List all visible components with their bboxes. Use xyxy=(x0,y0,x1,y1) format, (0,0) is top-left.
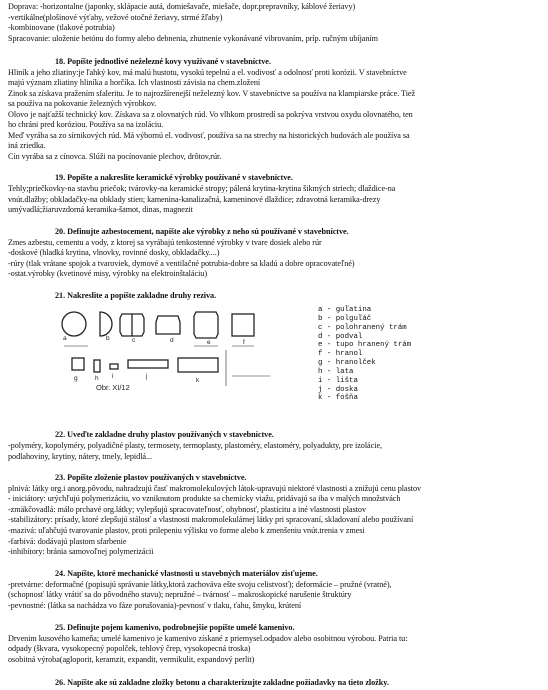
text-line: osobitná výroba(agloporit, keramzit, expandit, vermikulit, expandový perlit) xyxy=(8,655,255,664)
text-line: -pretvárne: deformačné (popisujú správanie látky,ktorá zachováva ešte svoju celistvosť); deformácie – pružné (vratné), xyxy=(8,580,392,589)
halflog-section-b xyxy=(100,312,112,336)
legend-item: i - lišta xyxy=(318,376,358,385)
sleeper-section-d xyxy=(156,316,180,334)
text-line: -rúry (tlak vrátane spojok a tvaroviek, dymové a ventilačné potrubia-dobre sa kladú a dobre opracovateľné) xyxy=(8,259,355,268)
question-heading: 25. Definujte pojem kamenivo, podrobnejšie popíšte umelé kamenivo. xyxy=(55,623,295,632)
text-line: - iniciátory: urýchľujú polymerizáciu, vo vzniknutom produkte sa chemicky viažu, pridávajú sa iba v malých množstvách xyxy=(8,494,401,503)
text-line: podlahoviny, krytiny, nátery, tmely, lepidlá... xyxy=(8,452,153,461)
text-line: Zinok sa získava pražením sfaleritu. Je to najrozšírenejší neželezný kov. V stavebníctve sa používa na klampiarske práce. Tiež xyxy=(8,89,416,98)
text-line: -mazivá: uľahčujú tvarovanie plastov, proti prilepeniu výlisku vo forme alebo k zmenšeniu vnút.trenia v zmesi xyxy=(8,526,365,535)
text-line: -stabilizátory: prísady, ktoré zlepšujú stálosť a vlastnosti makromolekulárnej látky pri spracovaní, skladovaní alebo používaní xyxy=(8,515,414,524)
question-heading: 18. Popíšte jednotlivé neželezné kovy využívané v stavebníctve. xyxy=(55,57,271,66)
board-section-j xyxy=(128,360,168,368)
text-line: Hliník a jeho zliatiny:je ľahký kov, má malú hustotu, vysokú tepelnú a el. vodivosť a odolnosť proti korózii. V stavebníctve xyxy=(8,68,407,77)
text-line: Meď vyrába sa zo sírnikových rúd. Má výbornú el. vodivosť, používa sa na strechy na historických budovách ale používa sa xyxy=(8,131,410,140)
text-line: vnút.dlažby; obkladačky-na obklady stien; kamenina-kanalizačná, kameninové dlaždice; zdravotná keramika-drezy xyxy=(8,195,381,204)
question-heading: 23. Popíšte zloženie plastov používaných v stavebníctve. xyxy=(55,473,247,482)
text-line: Tehly;priečkovky-na stavbu priečok; tvárovky-na keramické stropy; pálená krytina-krytina šikmých striech; dlaždice-na xyxy=(8,184,396,193)
legend-item: a - guľatina xyxy=(318,306,372,314)
legend-item: d - podval xyxy=(318,332,363,341)
text-line: ho chráni pred koróziou. Používa sa na izoláciu. xyxy=(8,120,164,129)
piece-label: k xyxy=(196,377,200,384)
piece-label: h xyxy=(95,375,99,382)
beam-section-e xyxy=(194,312,218,338)
text-line: Cín vyrába sa z cínovca. Slúži na pocínovanie plechov, drôtov,rúr. xyxy=(8,152,222,161)
legend-item: e - tupo hranený trám xyxy=(318,341,412,350)
text-line: plnivá: látky org.i anorg.pôvodu, nahradzujú časť makromolekulových látok-upravujú niektoré vlastnosti a znižujú cenu plastov xyxy=(8,484,422,493)
piece-label: b xyxy=(106,335,110,342)
question-heading: 26. Napíšte ake sú zakladne zložky betonu a charakterizujte zakladne požiadavky na tieto zložky. xyxy=(55,678,389,687)
piece-label: i xyxy=(112,373,114,380)
text-line: -zmäkčovadlá: málo prchavé org.látky; vylepšujú spracovateľnosť, ohybnosť, plasticitu a iné vlastnosti plastov xyxy=(8,505,367,514)
text-line: -inhibítory: bránia samovoľnej polymerizácii xyxy=(8,547,154,556)
legend-item: f - hranol xyxy=(318,350,363,359)
piece-label: e xyxy=(207,339,211,346)
legend-item: h - lata xyxy=(318,367,354,376)
text-line: -farbivá: dodávajú plastom sfarbenie xyxy=(8,537,127,546)
squared-section-f xyxy=(232,314,254,336)
piece-label: j xyxy=(146,373,148,380)
text-line: -vertikálne(plošinové výťahy, vežové otočné žeriavy, strmé žľaby) xyxy=(8,13,223,22)
legend-item: b - polguľáč xyxy=(318,314,372,323)
figure-caption: Obr. XI/12 xyxy=(96,383,130,392)
piece-label: c xyxy=(132,337,136,344)
text-line: umývadlá;žiaruvzdorná keramika-šamot, dinas, magnezit xyxy=(8,205,193,214)
question-heading: 20. Definujte azbestocement, napíšte ake výrobky z neho sú používané v stavebníctve. xyxy=(55,227,349,236)
text-line: Olovo je najťažší technický kov. Získava sa z olovnatých rúd. Vo vlhkom prostredí sa pokrýva vrstvou oxydu olovnatého, ten xyxy=(8,110,413,119)
legend-item: k - fošňa xyxy=(318,394,358,403)
piece-label: d xyxy=(170,337,174,344)
piece-label: g xyxy=(74,375,78,382)
text-line: sa používa na pokovanie železných výrobkov. xyxy=(8,99,157,108)
text-line: Drvenim kusového kameňa; umelé kamenivo je kamenivo získané z priemysel.odpadov alebo osobitnou výrobou. Patria tu: xyxy=(8,634,408,643)
piece-label: a xyxy=(63,335,67,342)
text-line: -ostat.výrobky (kvetinové misy, výrobky na elektroinštaláciu) xyxy=(8,269,208,278)
legend-item: j - doska xyxy=(318,385,358,394)
text-line: Zmes azbestu, cementu a vody, z ktorej sa vyrábajú tenkostenné výrobky v tvare dosiek alebo rúr xyxy=(8,238,322,247)
small-section-g xyxy=(72,358,84,370)
text-line: -pevnostné: (látka sa nachádza vo fáze porušovania)-pevnosť v tlaku, ťahu, šmyku, krútení xyxy=(8,601,302,610)
lumber-legend xyxy=(318,306,478,403)
legend-item: c - polohranený trám xyxy=(318,323,407,332)
question-heading: 22. Uveďte zakladne druhy plastov používaných v stavebníctve. xyxy=(55,430,274,439)
lath-section-h xyxy=(94,360,100,372)
question-heading: 21. Nakreslite a popíšte zakladne druhy reziva. xyxy=(55,291,217,300)
text-line: Doprava: -horizontalne (japonky, sklápacie autá, domiešavače, miešače, dopr.prepravníky, káblové žeriavy) xyxy=(8,2,356,11)
text-line: iná zriedka. xyxy=(8,141,46,150)
text-line: -doskové (hladká krytina, vlnovky, rovinné dosky, obkladačky....) xyxy=(8,248,220,257)
lumber-cross-sections-drawing xyxy=(60,300,310,396)
text-line: Spracovanie: uloženie betónu do formy alebo debnenia, zhutnenie vykonávané vibrovaním, príp. ručným ubíjaním xyxy=(8,34,378,43)
plank-section-k xyxy=(178,358,218,372)
text-line: majú význam zliatiny hliníka a horčíka. Ich vlastnosti závisia na chem.zložení xyxy=(8,78,261,87)
text-line: -polyméry, kopolyméry, polyadičné plasty, termosety, termoplasty, plastoméry, elastoméry, polyadukty, pre izolácie, xyxy=(8,441,383,450)
text-line: odpady (škvara, vysokopecný popolček, tehlový črep, vysokopecná troska) xyxy=(8,644,251,653)
text-line: (schopnosť látky vrátiť sa do pôvodného stavu); nepružné – tvárnosť – makroskopické narušenie štruktúry xyxy=(8,590,352,599)
question-heading: 19. Popíšte a nakreslite keramické výrobky používané v stavebníctve. xyxy=(55,173,293,182)
legend-item: g - hranolček xyxy=(318,359,376,368)
piece-label: f xyxy=(243,339,245,346)
log-section-a xyxy=(62,312,86,336)
text-line: -kombinovane (tlakové potrubia) xyxy=(8,23,115,32)
question-heading: 24. Napíšte, ktoré mechanické vlastnosti u stavebných materiálov zisťujeme. xyxy=(55,569,318,578)
strip-section-i xyxy=(110,364,118,369)
